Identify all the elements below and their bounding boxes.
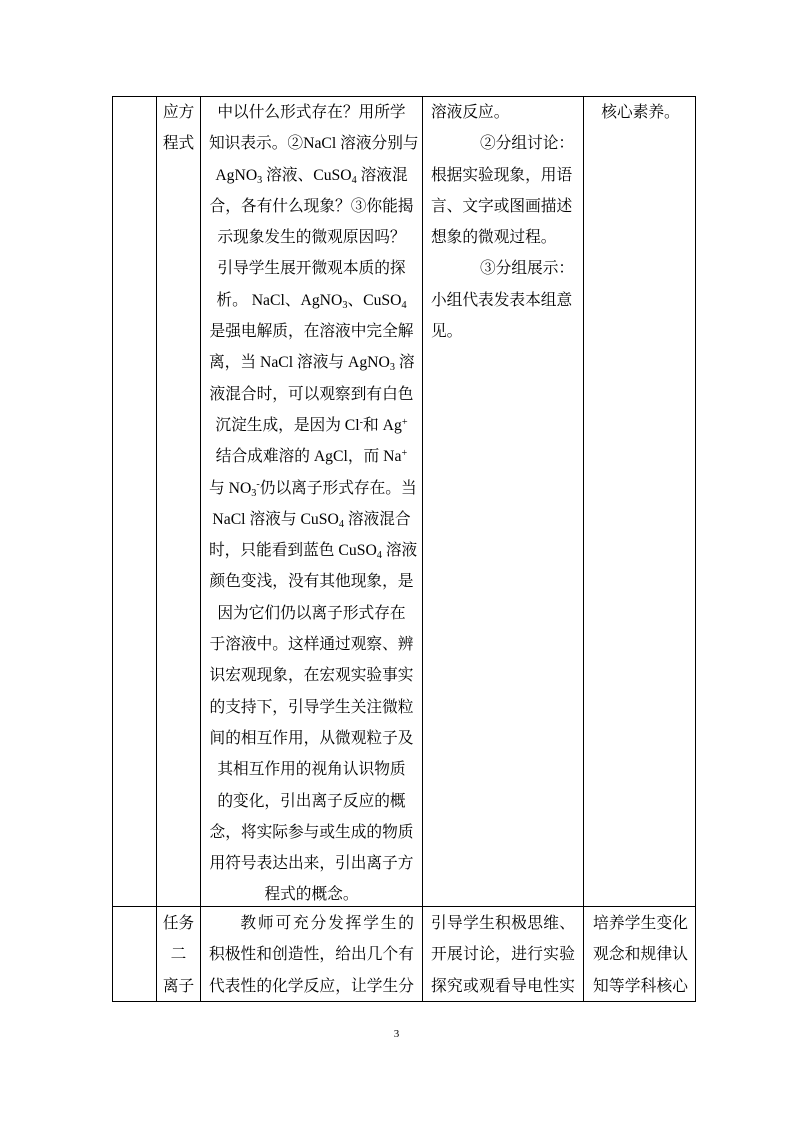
lesson-plan-table bbox=[112, 96, 696, 1002]
text-run: 见。 bbox=[431, 323, 463, 341]
cell-blank bbox=[113, 97, 157, 907]
text-run: 程式 bbox=[162, 135, 195, 153]
text-line bbox=[209, 160, 414, 191]
text-run: 溶 bbox=[394, 354, 415, 372]
cell-content bbox=[201, 97, 422, 906]
text-line bbox=[209, 723, 414, 754]
text-run: 液混合时，可以观察到有白色 bbox=[209, 385, 414, 403]
text-line bbox=[431, 285, 575, 316]
superscript: + bbox=[401, 448, 408, 460]
cell-content bbox=[113, 97, 156, 906]
text-run: 其相互作用的视角认识物质 bbox=[217, 761, 406, 779]
subscript: 3 bbox=[342, 299, 348, 311]
text-line bbox=[209, 222, 414, 253]
text-run: 溶液混 bbox=[356, 166, 408, 184]
text-line bbox=[209, 817, 414, 848]
subscript: 3 bbox=[251, 487, 257, 499]
text-line bbox=[157, 908, 200, 939]
text-run: 溶液混合 bbox=[343, 510, 411, 528]
text-line bbox=[209, 754, 414, 785]
text-run: 、CuSO bbox=[347, 291, 402, 309]
subscript: 4 bbox=[338, 518, 344, 530]
text-line bbox=[431, 971, 575, 1002]
cell-student-activity bbox=[423, 97, 584, 907]
text-run: 颜色变浅，没有其他现象，是 bbox=[209, 573, 414, 591]
text-line bbox=[209, 566, 414, 597]
text-run: 任务 bbox=[162, 915, 195, 932]
text-run: 离，当 NaCl 溶液与 AgNO bbox=[209, 354, 390, 372]
cell-content bbox=[157, 97, 200, 906]
subscript: 3 bbox=[257, 174, 263, 186]
text-run: 间的相互作用，从微观粒子及 bbox=[209, 729, 414, 747]
text-line bbox=[209, 379, 414, 410]
text-run: 与 NO bbox=[209, 479, 252, 497]
text-run: 是强电解质，在溶液中完全解 bbox=[209, 323, 414, 341]
text-line bbox=[431, 939, 575, 970]
text-run: 溶液、CuSO bbox=[262, 166, 352, 184]
text-line bbox=[209, 191, 414, 222]
text-line bbox=[209, 598, 414, 629]
cell-content bbox=[423, 907, 583, 1001]
text-run: 引导学生展开微观本质的探 bbox=[217, 260, 406, 278]
text-line bbox=[209, 629, 414, 660]
text-line bbox=[431, 191, 575, 222]
text-line bbox=[431, 253, 575, 284]
text-line bbox=[431, 908, 575, 939]
text-run: 培养学生变化 bbox=[593, 915, 688, 932]
text-run: 溶液 bbox=[381, 542, 418, 560]
cell-content bbox=[423, 97, 583, 906]
cell-content bbox=[584, 97, 695, 906]
table-row bbox=[113, 97, 696, 907]
text-run: ③分组展示： bbox=[480, 260, 575, 278]
table-row bbox=[113, 907, 696, 1002]
text-line bbox=[209, 441, 414, 472]
text-run: 知等学科核心 bbox=[593, 977, 688, 995]
text-line bbox=[209, 535, 418, 566]
text-run: NaCl 溶液与 CuSO bbox=[212, 510, 339, 528]
text-run: 时，只能看到蓝色 CuSO bbox=[209, 542, 377, 560]
text-run: 念，将实际参与或生成的物质 bbox=[209, 823, 414, 841]
cell-stage bbox=[157, 97, 201, 907]
text-line bbox=[209, 848, 414, 879]
text-line bbox=[209, 971, 414, 1002]
text-line bbox=[209, 786, 414, 817]
cell-teacher-activity bbox=[201, 97, 423, 907]
cell-student-activity bbox=[423, 907, 584, 1002]
text-line bbox=[209, 939, 414, 970]
text-line bbox=[209, 347, 414, 378]
text-run: 根据实验现象，用语 bbox=[431, 166, 573, 184]
text-line bbox=[209, 504, 414, 535]
text-run: 因为它们仍以离子形式存在 bbox=[217, 604, 406, 622]
text-line bbox=[431, 316, 575, 347]
text-run: 中以什么形式存在？用所学 bbox=[217, 104, 406, 121]
text-run: 积极性和创造性，给出几个有 bbox=[209, 946, 414, 964]
cell-blank bbox=[113, 907, 157, 1002]
text-run: 和 Ag bbox=[363, 416, 402, 434]
text-run: AgNO bbox=[215, 166, 258, 184]
cell-content bbox=[113, 907, 156, 1001]
text-run: 识宏观现象，在宏观实验事实 bbox=[209, 667, 414, 685]
text-line bbox=[593, 971, 688, 1002]
subscript: 3 bbox=[389, 362, 395, 374]
text-run: 析。 NaCl、AgNO bbox=[216, 291, 343, 309]
cell-design-intent bbox=[584, 907, 696, 1002]
subscript: 4 bbox=[376, 550, 382, 562]
text-run: ②分组讨论： bbox=[480, 135, 575, 153]
text-line bbox=[209, 316, 414, 347]
text-run: 的支持下，引导学生关注微粒 bbox=[209, 698, 414, 716]
text-run: 离子 bbox=[162, 977, 195, 995]
text-line bbox=[431, 97, 575, 128]
cell-content bbox=[584, 907, 695, 1001]
cell-design-intent bbox=[584, 97, 696, 907]
cell-teacher-activity bbox=[201, 907, 423, 1002]
text-line bbox=[209, 253, 414, 284]
text-line bbox=[431, 128, 575, 159]
text-line bbox=[209, 692, 414, 723]
superscript: - bbox=[256, 479, 260, 491]
text-run: 溶液反应。 bbox=[431, 104, 510, 121]
text-line bbox=[157, 971, 200, 1002]
superscript: - bbox=[359, 416, 364, 428]
text-line bbox=[157, 939, 200, 970]
text-run: 小组代表发表本组意 bbox=[431, 291, 573, 309]
text-run: 引导学生积极思维、 bbox=[431, 915, 575, 932]
text-run: 沉淀生成，是因为 Cl bbox=[215, 416, 360, 434]
text-line bbox=[593, 939, 688, 970]
text-run: 程式的概念。 bbox=[264, 886, 359, 904]
text-line bbox=[209, 908, 414, 939]
text-run: 代表性的化学反应，让学生分 bbox=[209, 977, 414, 995]
text-line bbox=[431, 160, 575, 191]
cell-stage bbox=[157, 907, 201, 1002]
cell-content bbox=[157, 907, 200, 1001]
text-run: 想象的微观过程。 bbox=[431, 229, 557, 247]
text-run: 应方 bbox=[162, 104, 195, 121]
text-run: 于溶液中。这样通过观察、辨 bbox=[209, 636, 414, 654]
superscript: + bbox=[401, 416, 408, 428]
subscript: 4 bbox=[401, 299, 407, 311]
text-run: 的变化，引出离子反应的概 bbox=[217, 792, 406, 810]
text-line bbox=[209, 128, 419, 159]
text-line bbox=[209, 473, 417, 504]
cell-content bbox=[201, 907, 422, 1001]
text-line bbox=[431, 222, 575, 253]
text-line bbox=[209, 410, 414, 441]
text-run: 合，各有什么现象？③你能揭 bbox=[209, 197, 414, 215]
text-run: 仍以离子形式存在。当 bbox=[259, 479, 417, 497]
text-line bbox=[209, 660, 414, 691]
text-run: 开展讨论，进行实验 bbox=[431, 946, 575, 964]
text-line bbox=[209, 97, 414, 128]
text-run: 用符号表达出来，引出离子方 bbox=[209, 855, 414, 873]
text-line bbox=[157, 97, 200, 128]
table-body bbox=[113, 97, 696, 1002]
text-run: 二 bbox=[170, 946, 187, 964]
subscript: 4 bbox=[351, 174, 357, 186]
text-run: 探究或观看导电性实 bbox=[431, 977, 575, 995]
page-number: 3 bbox=[393, 1028, 400, 1040]
text-line bbox=[209, 285, 414, 316]
text-run: 示现象发生的微观原因吗？ bbox=[217, 229, 406, 247]
text-run: 核心素养。 bbox=[601, 104, 680, 121]
text-run: 结合成难溶的 AgCl，而 Na bbox=[215, 448, 402, 466]
text-run: 知识表示。②NaCl 溶液分别与 bbox=[209, 135, 419, 153]
text-run: 教师可充分发挥学生的 bbox=[240, 915, 414, 932]
text-line bbox=[593, 97, 688, 128]
text-run: 观念和规律认 bbox=[593, 946, 688, 964]
text-run: 言、文字或图画描述 bbox=[431, 197, 573, 215]
text-line bbox=[593, 908, 688, 939]
text-line bbox=[157, 128, 200, 159]
